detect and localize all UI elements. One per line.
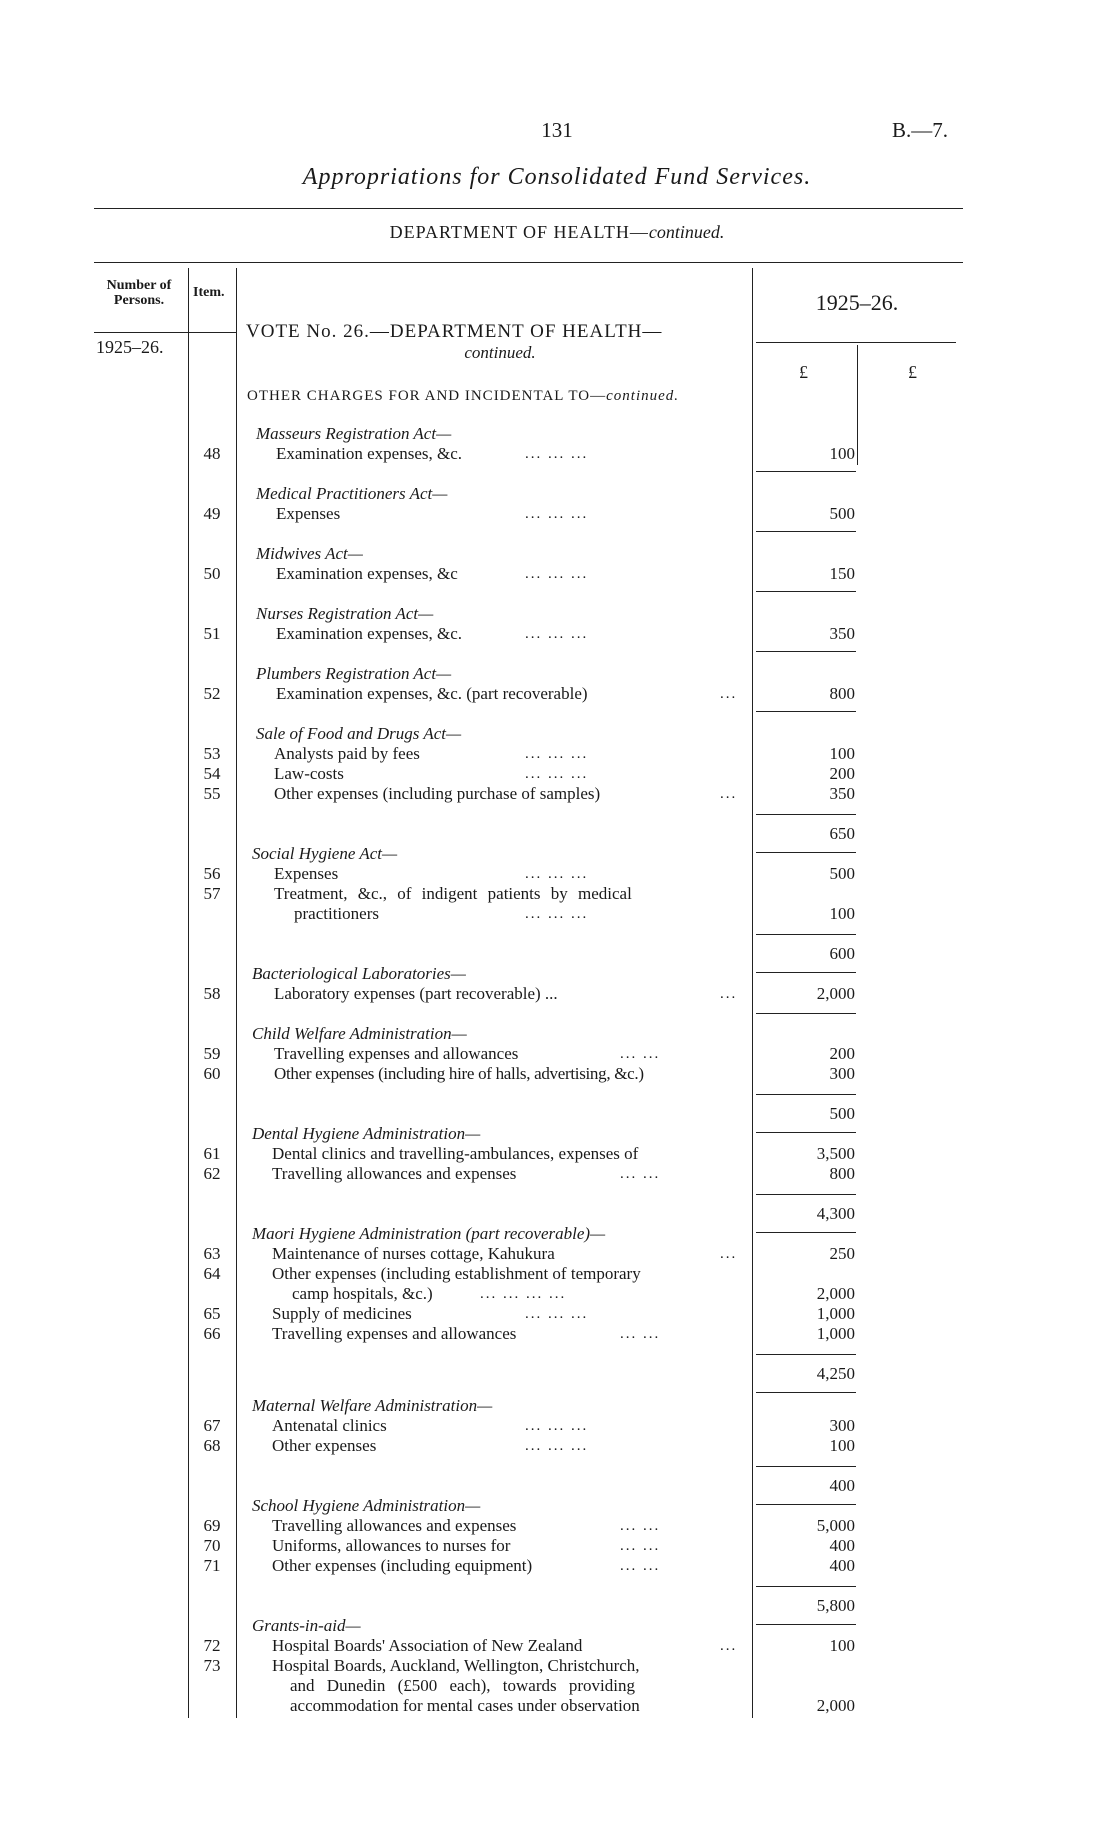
item-description: Other expenses [272,1436,377,1455]
item-description: Maintenance of nurses cottage, Kahukura [272,1244,555,1263]
leader-dots: ... [720,686,738,702]
item-amount: 1,000 [816,1304,855,1323]
item-number: 67 [203,1416,221,1435]
item-amount: 350 [829,624,855,643]
leader-dots: ... ... [620,1166,661,1182]
item-amount: 500 [829,864,855,883]
leader-dots: ... ... ... [525,766,589,782]
item-amount: 350 [829,784,855,803]
leader-dots: ... ... [620,1558,661,1574]
item-description-continued: accommodation for mental cases under observation [290,1696,640,1715]
leader-dots: ... ... ... [525,1306,589,1322]
amount-rule [756,711,856,712]
item-description: Hospital Boards' Association of New Zealand [272,1636,583,1655]
amount-rule [756,651,856,652]
page-number: 131 [541,118,573,142]
section-total: 4,300 [816,1204,855,1223]
item-description: Examination expenses, &c [276,564,458,583]
item-number: 50 [203,564,221,583]
item-description: Law-costs [274,764,344,783]
item-amount: 300 [829,1416,855,1435]
item-amount: 100 [829,1636,855,1655]
item-description: Travelling expenses and allowances [272,1324,517,1343]
amount-rule [756,1013,856,1014]
leader-dots: ... ... ... [525,866,589,882]
section-total: 400 [829,1476,855,1495]
leader-dots: ... ... ... [525,446,589,462]
section-heading: Maori Hygiene Administration (part recoverable)— [252,1224,606,1243]
department-name: DEPARTMENT OF HEALTH— [389,222,649,242]
item-number: 72 [203,1636,221,1655]
page-code: B.—7. [892,118,949,142]
item-amount: 100 [829,744,855,763]
leader-dots: ... ... ... [525,566,589,582]
item-description: Travelling allowances and expenses [272,1516,517,1535]
item-description: Supply of medicines [272,1304,412,1323]
item-number: 65 [203,1304,221,1323]
section-heading: Sale of Food and Drugs Act— [256,724,462,743]
leader-dots: ... ... ... [525,746,589,762]
item-description: Antenatal clinics [272,1416,387,1435]
item-description: Uniforms, allowances to nurses for [272,1536,511,1555]
item-number: 63 [203,1244,221,1263]
other-charges-suffix: continued. [606,388,680,404]
item-amount: 2,000 [816,984,855,1003]
item-description: Other expenses (including equipment) [272,1556,533,1575]
leader-dots: ... ... [620,1518,661,1534]
item-number: 58 [203,984,221,1003]
item-description: Travelling expenses and allowances [274,1044,519,1063]
item-amount: 250 [829,1244,855,1263]
leader-dots: ... ... [620,1046,661,1062]
section-total: 5,800 [816,1596,855,1615]
section-total: 600 [829,944,855,963]
item-amount: 150 [829,564,855,583]
total-rule [756,852,856,853]
item-number: 61 [203,1144,221,1163]
item-number: 64 [203,1264,221,1283]
persons-column-header: Number of Persons. [106,278,172,308]
item-number: 60 [203,1064,221,1083]
subtotal-rule [756,1194,856,1195]
item-number: 53 [203,744,221,763]
leader-dots: ... ... ... [525,906,589,922]
section-heading: Dental Hygiene Administration— [252,1124,481,1143]
total-rule [756,1624,856,1625]
item-description: Hospital Boards, Auckland, Wellington, Christchurch, [272,1656,640,1675]
item-amount: 200 [829,1044,855,1063]
leader-dots: ... ... ... [525,1418,589,1434]
item-amount: 100 [829,904,855,923]
vote-continued: continued. [464,343,536,362]
currency-right: £ [908,362,917,382]
item-description: Other expenses (including establishment of temporary [272,1264,641,1283]
item-description: Dental clinics and travelling-ambulances, expenses of [272,1144,639,1163]
total-rule [756,1232,856,1233]
item-number: 49 [203,504,221,523]
item-number: 56 [203,864,221,883]
item-description: Travelling allowances and expenses [272,1164,517,1183]
item-amount: 400 [829,1556,855,1575]
leader-dots: ... ... ... [525,626,589,642]
item-amount: 500 [829,504,855,523]
amount-year: 1925–26. [815,290,899,315]
item-number: 73 [203,1656,221,1675]
item-amount: 100 [829,444,855,463]
department-heading [0,222,1114,243]
section-heading: Masseurs Registration Act— [256,424,452,443]
leader-dots: ... ... ... ... [480,1286,567,1302]
total-rule [756,1392,856,1393]
item-amount: 1,000 [816,1324,855,1343]
total-rule [756,1132,856,1133]
amount-column-rule [857,345,858,465]
amount-rule [756,591,856,592]
item-description: Examination expenses, &c. (part recoverable) [276,684,588,703]
item-number: 57 [203,884,221,903]
vote-title: VOTE No. 26.—DEPARTMENT OF HEALTH— [246,321,663,342]
section-total: 4,250 [816,1364,855,1383]
item-column-rule [236,268,237,1718]
item-number: 66 [203,1324,221,1343]
item-amount: 200 [829,764,855,783]
amount-rule [756,471,856,472]
leader-dots: ... ... ... [525,1438,589,1454]
item-description-continued: camp hospitals, &c.) [292,1284,433,1303]
leader-dots: ... [720,1246,738,1262]
subtotal-rule [756,1586,856,1587]
item-amount: 800 [829,684,855,703]
item-number: 69 [203,1516,221,1535]
item-amount: 800 [829,1164,855,1183]
section-heading: Nurses Registration Act— [256,604,434,623]
subtotal-rule [756,934,856,935]
section-heading: Grants-in-aid— [252,1616,361,1635]
item-description: Expenses [276,504,341,523]
section-heading: Midwives Act— [256,544,363,563]
item-description: Examination expenses, &c. [276,624,463,643]
leader-dots: ... ... ... [525,506,589,522]
item-description: Laboratory expenses (part recoverable) ... [274,984,558,1003]
subtotal-rule [756,814,856,815]
subtotal-rule [756,1094,856,1095]
item-amount: 400 [829,1536,855,1555]
item-number: 48 [203,444,221,463]
item-description-continued: and Dunedin (£500 each), towards providing [290,1676,635,1695]
page-title: Appropriations for Consolidated Fund Services. [302,164,812,190]
item-amount: 100 [829,1436,855,1455]
other-charges-label: OTHER CHARGES FOR AND INCIDENTAL TO— [247,388,607,404]
item-description-continued: practitioners [294,904,379,923]
item-column-header: Item. [193,285,225,300]
item-number: 62 [203,1164,221,1183]
item-number: 52 [203,684,221,703]
item-description: Examination expenses, &c. [276,444,463,463]
leader-dots: ... ... [620,1326,661,1342]
subtotal-rule [756,1354,856,1355]
item-number: 51 [203,624,221,643]
department-suffix: continued. [648,222,725,242]
item-number: 68 [203,1436,221,1455]
section-heading: School Hygiene Administration— [252,1496,481,1515]
section-heading: Medical Practitioners Act— [256,484,448,503]
leader-dots: ... [720,986,738,1002]
item-number: 59 [203,1044,221,1063]
section-total: 650 [829,824,855,843]
other-charges-heading [247,388,679,405]
amount-rule [756,531,856,532]
item-number: 71 [203,1556,221,1575]
section-heading: Plumbers Registration Act— [256,664,452,683]
item-number: 70 [203,1536,221,1555]
item-description: Other expenses (including hire of halls, advertising, &c.) [274,1064,644,1083]
item-number: 54 [203,764,221,783]
item-description: Analysts paid by fees [274,744,420,763]
section-heading: Bacteriological Laboratories— [252,964,466,983]
item-amount: 5,000 [816,1516,855,1535]
subtotal-rule [756,1466,856,1467]
persons-header-rule [94,332,188,333]
total-rule [756,972,856,973]
item-amount: 3,500 [816,1144,855,1163]
section-heading: Maternal Welfare Administration— [252,1396,493,1415]
title-rule [94,208,963,209]
section-total: 500 [829,1104,855,1123]
section-heading: Child Welfare Administration— [252,1024,467,1043]
item-description: Treatment, &c., of indigent patients by medical [274,884,632,903]
item-number: 55 [203,784,221,803]
table-top-rule [94,262,963,263]
item-description: Expenses [274,864,339,883]
item-description: Other expenses (including purchase of samples) [274,784,601,803]
section-heading: Social Hygiene Act— [252,844,398,863]
item-amount: 2,000 [816,1696,855,1715]
currency-left: £ [799,362,808,382]
total-rule [756,1504,856,1505]
leader-dots: ... [720,1638,738,1654]
item-amount: 2,000 [816,1284,855,1303]
year-header-rule [756,342,956,343]
persons-year: 1925–26. [96,337,164,357]
persons-column-rule [188,268,189,1718]
item-amount: 300 [829,1064,855,1083]
leader-dots: ... [720,786,738,802]
item-header-rule [188,332,236,333]
leader-dots: ... ... [620,1538,661,1554]
